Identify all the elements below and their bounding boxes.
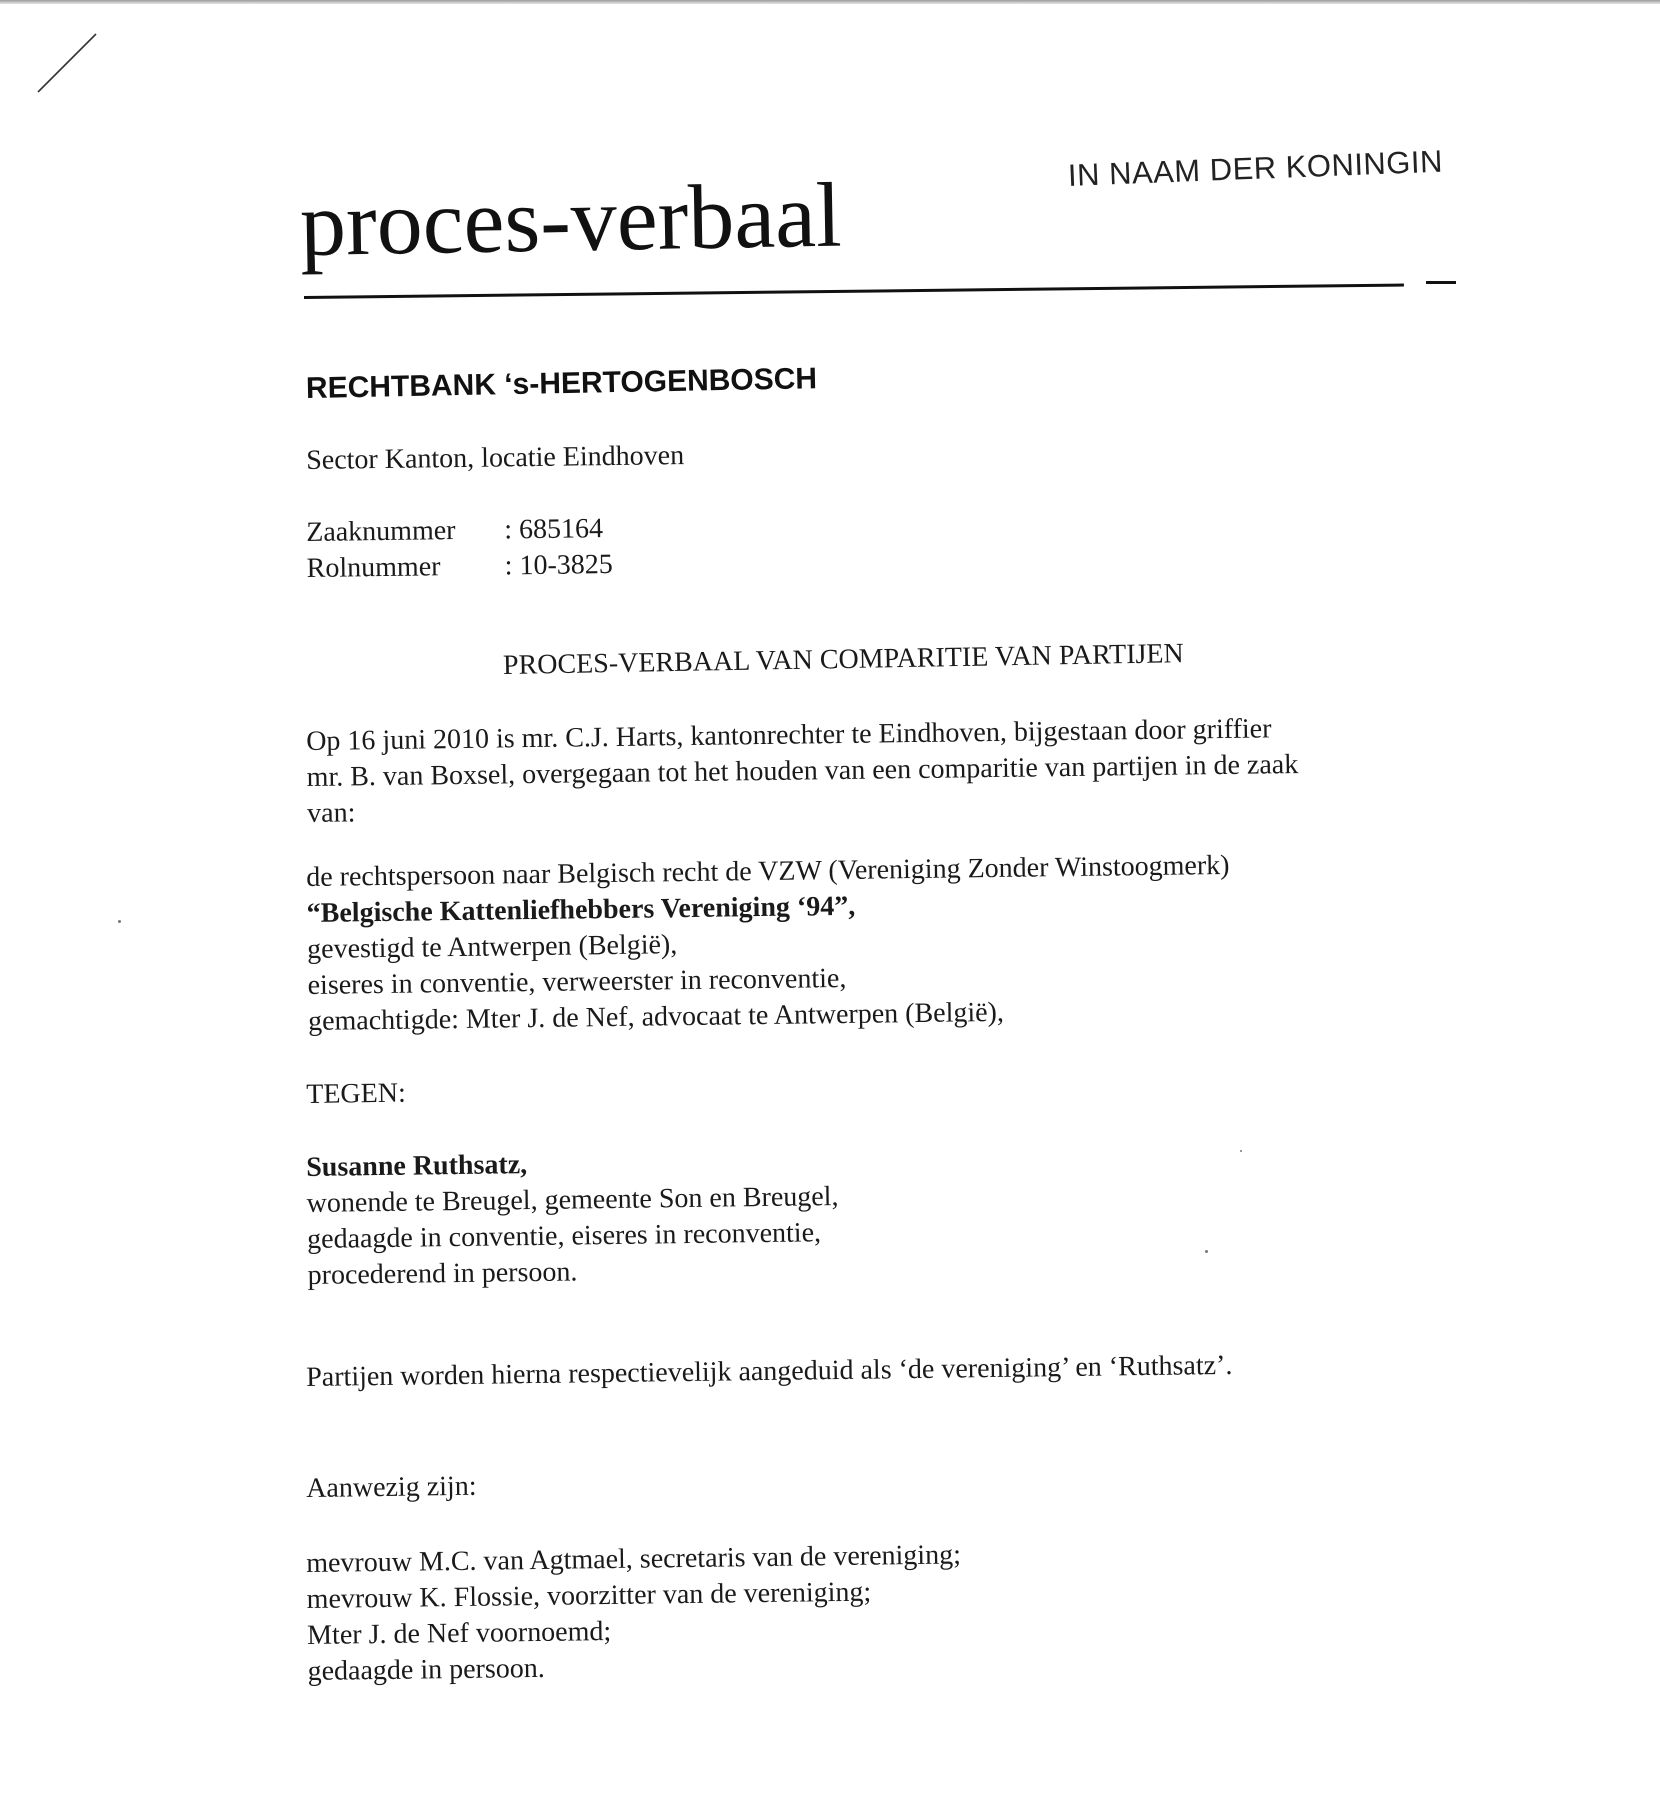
corner-pen-mark: [30, 30, 100, 100]
title-underline: [304, 284, 1404, 299]
sector-block: [306, 428, 1436, 479]
defendant-line-3: gedaagde in conventie, eiseres in reconventie,: [306, 1217, 822, 1255]
defendant-line-2: wonende te Breugel, gemeente Son en Breugel,: [306, 1181, 839, 1219]
title-underline-tail: [1426, 281, 1456, 284]
against-label: TEGEN:: [306, 1077, 406, 1110]
intro-paragraph: [306, 709, 1437, 832]
plaintiff-line-1: de rechtspersoon naar Belgisch recht de VZW (Vereniging Zonder Winstoogmerk): [306, 849, 1230, 893]
present-list: [306, 1531, 1438, 1690]
section-heading: PROCES-VERBAAL VAN COMPARITIE VAN PARTIJEN: [502, 638, 1185, 681]
scan-speck: [1205, 1250, 1208, 1253]
parties-note-block: [306, 1345, 1436, 1396]
defendant-line-4: procederend in persoon.: [307, 1256, 578, 1291]
present-heading-block: [306, 1456, 1436, 1507]
against-block: [306, 1062, 1436, 1113]
plaintiff-name: “Belgische Kattenliefhebbers Vereniging ‘94”,: [306, 890, 856, 929]
present-line-4: gedaagde in persoon.: [307, 1652, 545, 1687]
defendant-block: [306, 1135, 1438, 1294]
header-stamp: IN NAAM DER KONINGIN: [1067, 143, 1444, 193]
present-line-1: mevrouw M.C. van Agtmael, secretaris van de vereniging;: [306, 1539, 962, 1579]
case-numbers: [306, 500, 1437, 587]
court-name: RECHTBANK ‘s-HERTOGENBOSCH: [305, 362, 818, 405]
intro-line-1: Op 16 juni 2010 is mr. C.J. Harts, kantonrechter te Eindhoven, bijgestaan door griffier: [306, 713, 1272, 757]
parties-note: Partijen worden hierna respectievelijk aangeduid als ‘de vereniging’ en ‘Ruthsatz’.: [306, 1349, 1233, 1393]
scan-edge-shadow: [0, 0, 1660, 4]
defendant-name: Susanne Ruthsatz,: [306, 1149, 528, 1183]
scan-speck: [1240, 1150, 1242, 1152]
plaintiff-line-3: gevestigd te Antwerpen (België),: [306, 929, 678, 965]
roll-number-value: : 10-3825: [504, 548, 613, 582]
case-number-label: Zaaknummer: [306, 515, 456, 548]
intro-line-3: van:: [306, 797, 356, 829]
intro-line-2: mr. B. van Boxsel, overgegaan tot het houden van een comparitie van partijen in de zaak: [306, 749, 1299, 793]
plaintiff-line-5: gemachtigde: Mter J. de Nef, advocaat te Antwerpen (België),: [307, 996, 1005, 1037]
plaintiff-block: [306, 845, 1438, 1040]
scan-speck: [118, 920, 121, 923]
plaintiff-line-4: eiseres in conventie, verweerster in reconventie,: [307, 962, 847, 1001]
present-line-3: Mter J. de Nef voornoemd;: [306, 1616, 612, 1651]
roll-number-label: Rolnummer: [306, 551, 441, 584]
present-heading: Aanwezig zijn:: [306, 1470, 477, 1504]
document-title: proces-verbaal: [299, 163, 843, 275]
sector-line: Sector Kanton, locatie Eindhoven: [306, 440, 685, 476]
present-line-2: mevrouw K. Flossie, voorzitter van de vereniging;: [306, 1576, 872, 1615]
case-number-value: : 685164: [504, 513, 604, 546]
